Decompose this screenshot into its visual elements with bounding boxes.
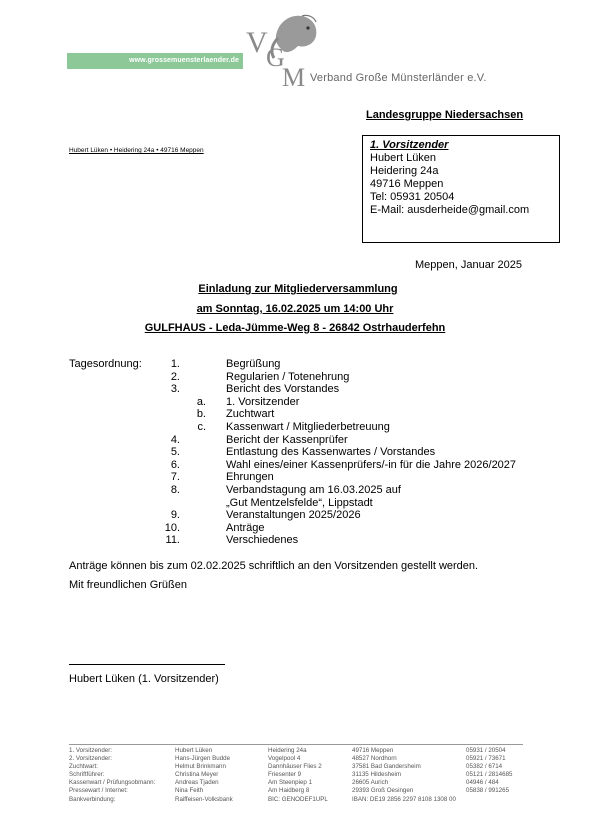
agenda-item — [0, 484, 590, 497]
footer-cell: Hubert Lüken — [175, 747, 213, 754]
svg-text:M: M — [282, 63, 306, 88]
address-box-title: 1. Vorsitzender — [370, 139, 449, 151]
agenda-item-number: c. — [197, 420, 206, 433]
agenda-item — [0, 371, 590, 384]
footer-cell: 05121 / 2814685 — [466, 771, 513, 779]
agenda-item-number: b. — [196, 408, 206, 421]
signature-name: Hubert Lüken (1. Vorsitzender) — [69, 673, 219, 685]
footer-cell: 48527 Nordhorn — [352, 755, 397, 763]
agenda-item-number: 3. — [170, 383, 180, 396]
sender-line: Hubert Lüken • Heidering 24a • 49716 Meppen — [69, 147, 204, 154]
footer-cell: Friesenter 9 — [268, 771, 302, 779]
agenda-item-text: Verbandstagung am 16.03.2025 auf — [226, 483, 401, 496]
organization-name: Verband Große Münsterländer e.V. — [310, 72, 487, 84]
agenda-item — [0, 471, 590, 484]
footer-cell: Christina Meyer — [175, 771, 219, 779]
agenda-item — [0, 509, 590, 522]
footer-cell: 05838 / 991265 — [466, 787, 510, 795]
footer-cell: BIC: GENODEF1UPL — [268, 795, 328, 803]
footer-cell: 2. Vorsitzender: — [69, 755, 112, 763]
agenda-item-text: Bericht des Vorstandes — [226, 383, 340, 396]
agenda-item-number: 2. — [170, 370, 180, 383]
agenda-label: Tagesordnung: — [69, 358, 142, 370]
agenda-item-number: 9. — [170, 509, 180, 522]
group-title: Landesgruppe Niedersachsen — [366, 109, 524, 121]
agenda-item — [0, 534, 590, 547]
agenda-item — [0, 459, 590, 472]
agenda-item-text: 1. Vorsitzender — [226, 395, 300, 408]
agenda-item — [0, 421, 590, 434]
footer-cell: 49716 Meppen — [352, 747, 394, 754]
footer-cell: 05921 / 73671 — [466, 755, 506, 763]
agenda-item — [0, 383, 590, 396]
address-line: Tel: 05931 20504 — [370, 191, 455, 203]
agenda-item-number: 11. — [165, 534, 180, 547]
agenda-item-text: Verschiedenes — [226, 534, 299, 547]
footer-divider — [69, 744, 523, 745]
website-text: www.grossemuensterlaender.de — [129, 57, 239, 64]
agenda-item-text: Ehrungen — [226, 471, 274, 484]
footer-cell: 37581 Bad Gandersheim — [352, 763, 421, 771]
agenda-item-text: Veranstaltungen 2025/2026 — [226, 509, 361, 522]
footer-cell: Heidering 24a — [268, 747, 307, 754]
agenda-item-text: Bericht der Kassenprüfer — [226, 433, 348, 446]
meeting-datetime: am Sonntag, 16.02.2025 um 14:00 Uhr — [196, 303, 394, 315]
svg-text:G: G — [266, 43, 285, 72]
website-banner — [67, 53, 243, 69]
agenda-item-number: 6. — [170, 458, 180, 471]
footer-cell: Kassenwart / Prüfungsobmann: — [69, 779, 156, 787]
svg-text:V: V — [246, 26, 268, 59]
footer-cell: Zuchtwart: — [69, 763, 98, 771]
footer-cell: Pressewart / Internet: — [69, 787, 128, 795]
footer-cell: 29393 Groß Oesingen — [352, 787, 414, 795]
address-line: 49716 Meppen — [370, 178, 444, 190]
agenda-item-number: 10. — [164, 521, 180, 534]
agenda-item — [0, 434, 590, 447]
agenda-item-text: Kassenwart / Mitgliederbetreuung — [226, 420, 390, 433]
agenda-item-text: Anträge — [226, 521, 265, 534]
footer-cell: Am Haidberg 8 — [268, 787, 310, 795]
agenda-list — [0, 358, 590, 547]
meeting-location: GULFHAUS - Leda-Jümme-Weg 8 - 26842 Ostrhauderfehn — [144, 322, 446, 334]
address-line: E-Mail: ausderheide@gmail.com — [370, 204, 530, 216]
footer-cell: 05931 / 20504 — [466, 747, 506, 754]
footer-cell: 05382 / 6714 — [466, 763, 503, 771]
address-line: Hubert Lüken — [370, 152, 437, 164]
footer-cell: Schriftführer: — [69, 771, 105, 779]
invitation-title: Einladung zur Mitgliederversammlung — [198, 283, 398, 295]
footer-cell: Helmut Brinkmann — [175, 763, 226, 771]
agenda-item-number: 4. — [170, 433, 180, 446]
footer-cell: IBAN: DE19 2856 2297 8108 1308 00 — [352, 795, 456, 803]
agenda-item — [0, 497, 590, 510]
agenda-item-number: a. — [196, 395, 206, 408]
agenda-item-number: 5. — [170, 446, 180, 459]
address-line: Heidering 24a — [370, 165, 439, 177]
agenda-item — [0, 522, 590, 535]
address-box — [362, 135, 560, 243]
agenda-item — [0, 446, 590, 459]
agenda-item-number: 8. — [170, 483, 180, 496]
agenda-item-text: Entlastung des Kassenwartes / Vorstandes — [226, 446, 436, 459]
agenda-item-number: 1. — [170, 358, 180, 370]
motions-note: Anträge können bis zum 02.02.2025 schriftlich an den Vorsitzenden gestellt werden. — [69, 560, 479, 572]
agenda-item — [0, 358, 590, 371]
agenda-item — [0, 408, 590, 421]
footer-cell: 1. Vorsitzender: — [69, 747, 112, 754]
agenda-item-text: Zuchtwart — [226, 408, 275, 421]
footer-cell: Vogelpool 4 — [268, 755, 301, 763]
footer-cell: Nina Feith — [175, 787, 204, 795]
agenda-item-number: 7. — [170, 471, 180, 484]
footer-cell: Bankverbindung: — [69, 795, 116, 803]
agenda-item — [0, 396, 590, 409]
agenda-item-text: „Gut Mentzelsfelde“, Lippstadt — [226, 496, 373, 509]
footer-cell: Dannhäuser Flies 2 — [268, 763, 322, 771]
agenda-item-text: Regularien / Totenehrung — [226, 370, 350, 383]
footer-cell: Am Steenpiep 1 — [268, 779, 313, 787]
footer-cell: Raiffeisen-Volksbank — [175, 795, 233, 803]
footer-cell: 31135 Hildesheim — [352, 771, 402, 779]
footer-cell: Andreas Tjaden — [175, 779, 219, 787]
footer-cell: 26605 Aurich — [352, 779, 389, 787]
footer-cell: Hans-Jürgen Budde — [175, 755, 231, 763]
greeting: Mit freundlichen Grüßen — [69, 579, 187, 591]
agenda-item-text: Begrüßung — [226, 358, 281, 370]
agenda-item-text: Wahl eines/einer Kassenprüfers/-in für die Jahre 2026/2027 — [226, 458, 517, 471]
letter-date: Meppen, Januar 2025 — [415, 259, 523, 271]
footer-cell: 04946 / 484 — [466, 779, 499, 787]
signature-line — [69, 664, 225, 665]
